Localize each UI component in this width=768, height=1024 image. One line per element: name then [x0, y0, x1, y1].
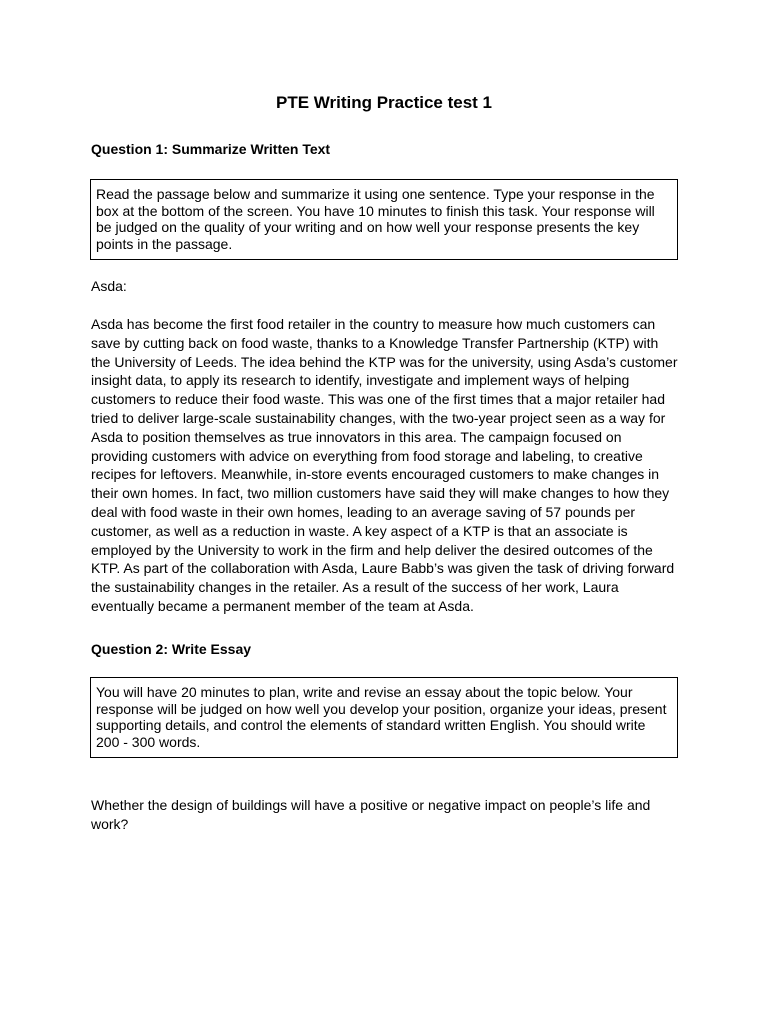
question-2-instructions-box: You will have 20 minutes to plan, write and revise an essay about the topic below. Your response will be judged on how well you develop your position, organize your ideas, present supporting details, and control the elements of standard written English. You should write 200 - 300 words.	[90, 677, 678, 758]
question-1-heading: Question 1: Summarize Written Text	[91, 141, 331, 157]
passage-label: Asda:	[91, 278, 127, 294]
page-title: PTE Writing Practice test 1	[275, 93, 493, 112]
essay-topic: Whether the design of buildings will have a positive or negative impact on people’s life and work?	[91, 797, 651, 832]
passage-text: Asda has become the first food retailer in the country to measure how much customers can save by cutting back on food waste, thanks to a Knowledge Transfer Partnership (KTP) with the University of Leeds. The idea behind the KTP was for the university, using Asda’s customer insight data, to apply its research to identify, investigate and implement ways of helping customers to reduce their food waste. This was one of the first times that a major retailer had tried to deliver large-scale sustainability changes, with the two-year project seen as a way for Asda to position themselves as true innovators in this area. The campaign focused on providing customers with advice on everything from food storage and labeling, to creative recipes for leftovers. Meanwhile, in-store events encouraged customers to make changes in their own homes. In fact, two million customers have said they will make changes to how they deal with food waste in their own homes, leading to an average saving of 57 pounds per customer, as well as a reduction in waste. A key aspect of a KTP is that an associate is employed by the University to work in the firm and help deliver the desired outcomes of the KTP. As part of the collaboration with Asda, Laure Babb’s was given the task of driving forward the sustainability changes in the retailer. As a result of the success of her work, Laura eventually became a permanent member of the team at Asda.	[91, 316, 678, 614]
question-1-instructions-box: Read the passage below and summarize it using one sentence. Type your response in the box at the bottom of the screen. You have 10 minutes to finish this task. Your response will be judged on the quality of your writing and on how well your response presents the key points in the passage.	[90, 179, 678, 260]
question-2-heading: Question 2: Write Essay	[91, 641, 252, 657]
